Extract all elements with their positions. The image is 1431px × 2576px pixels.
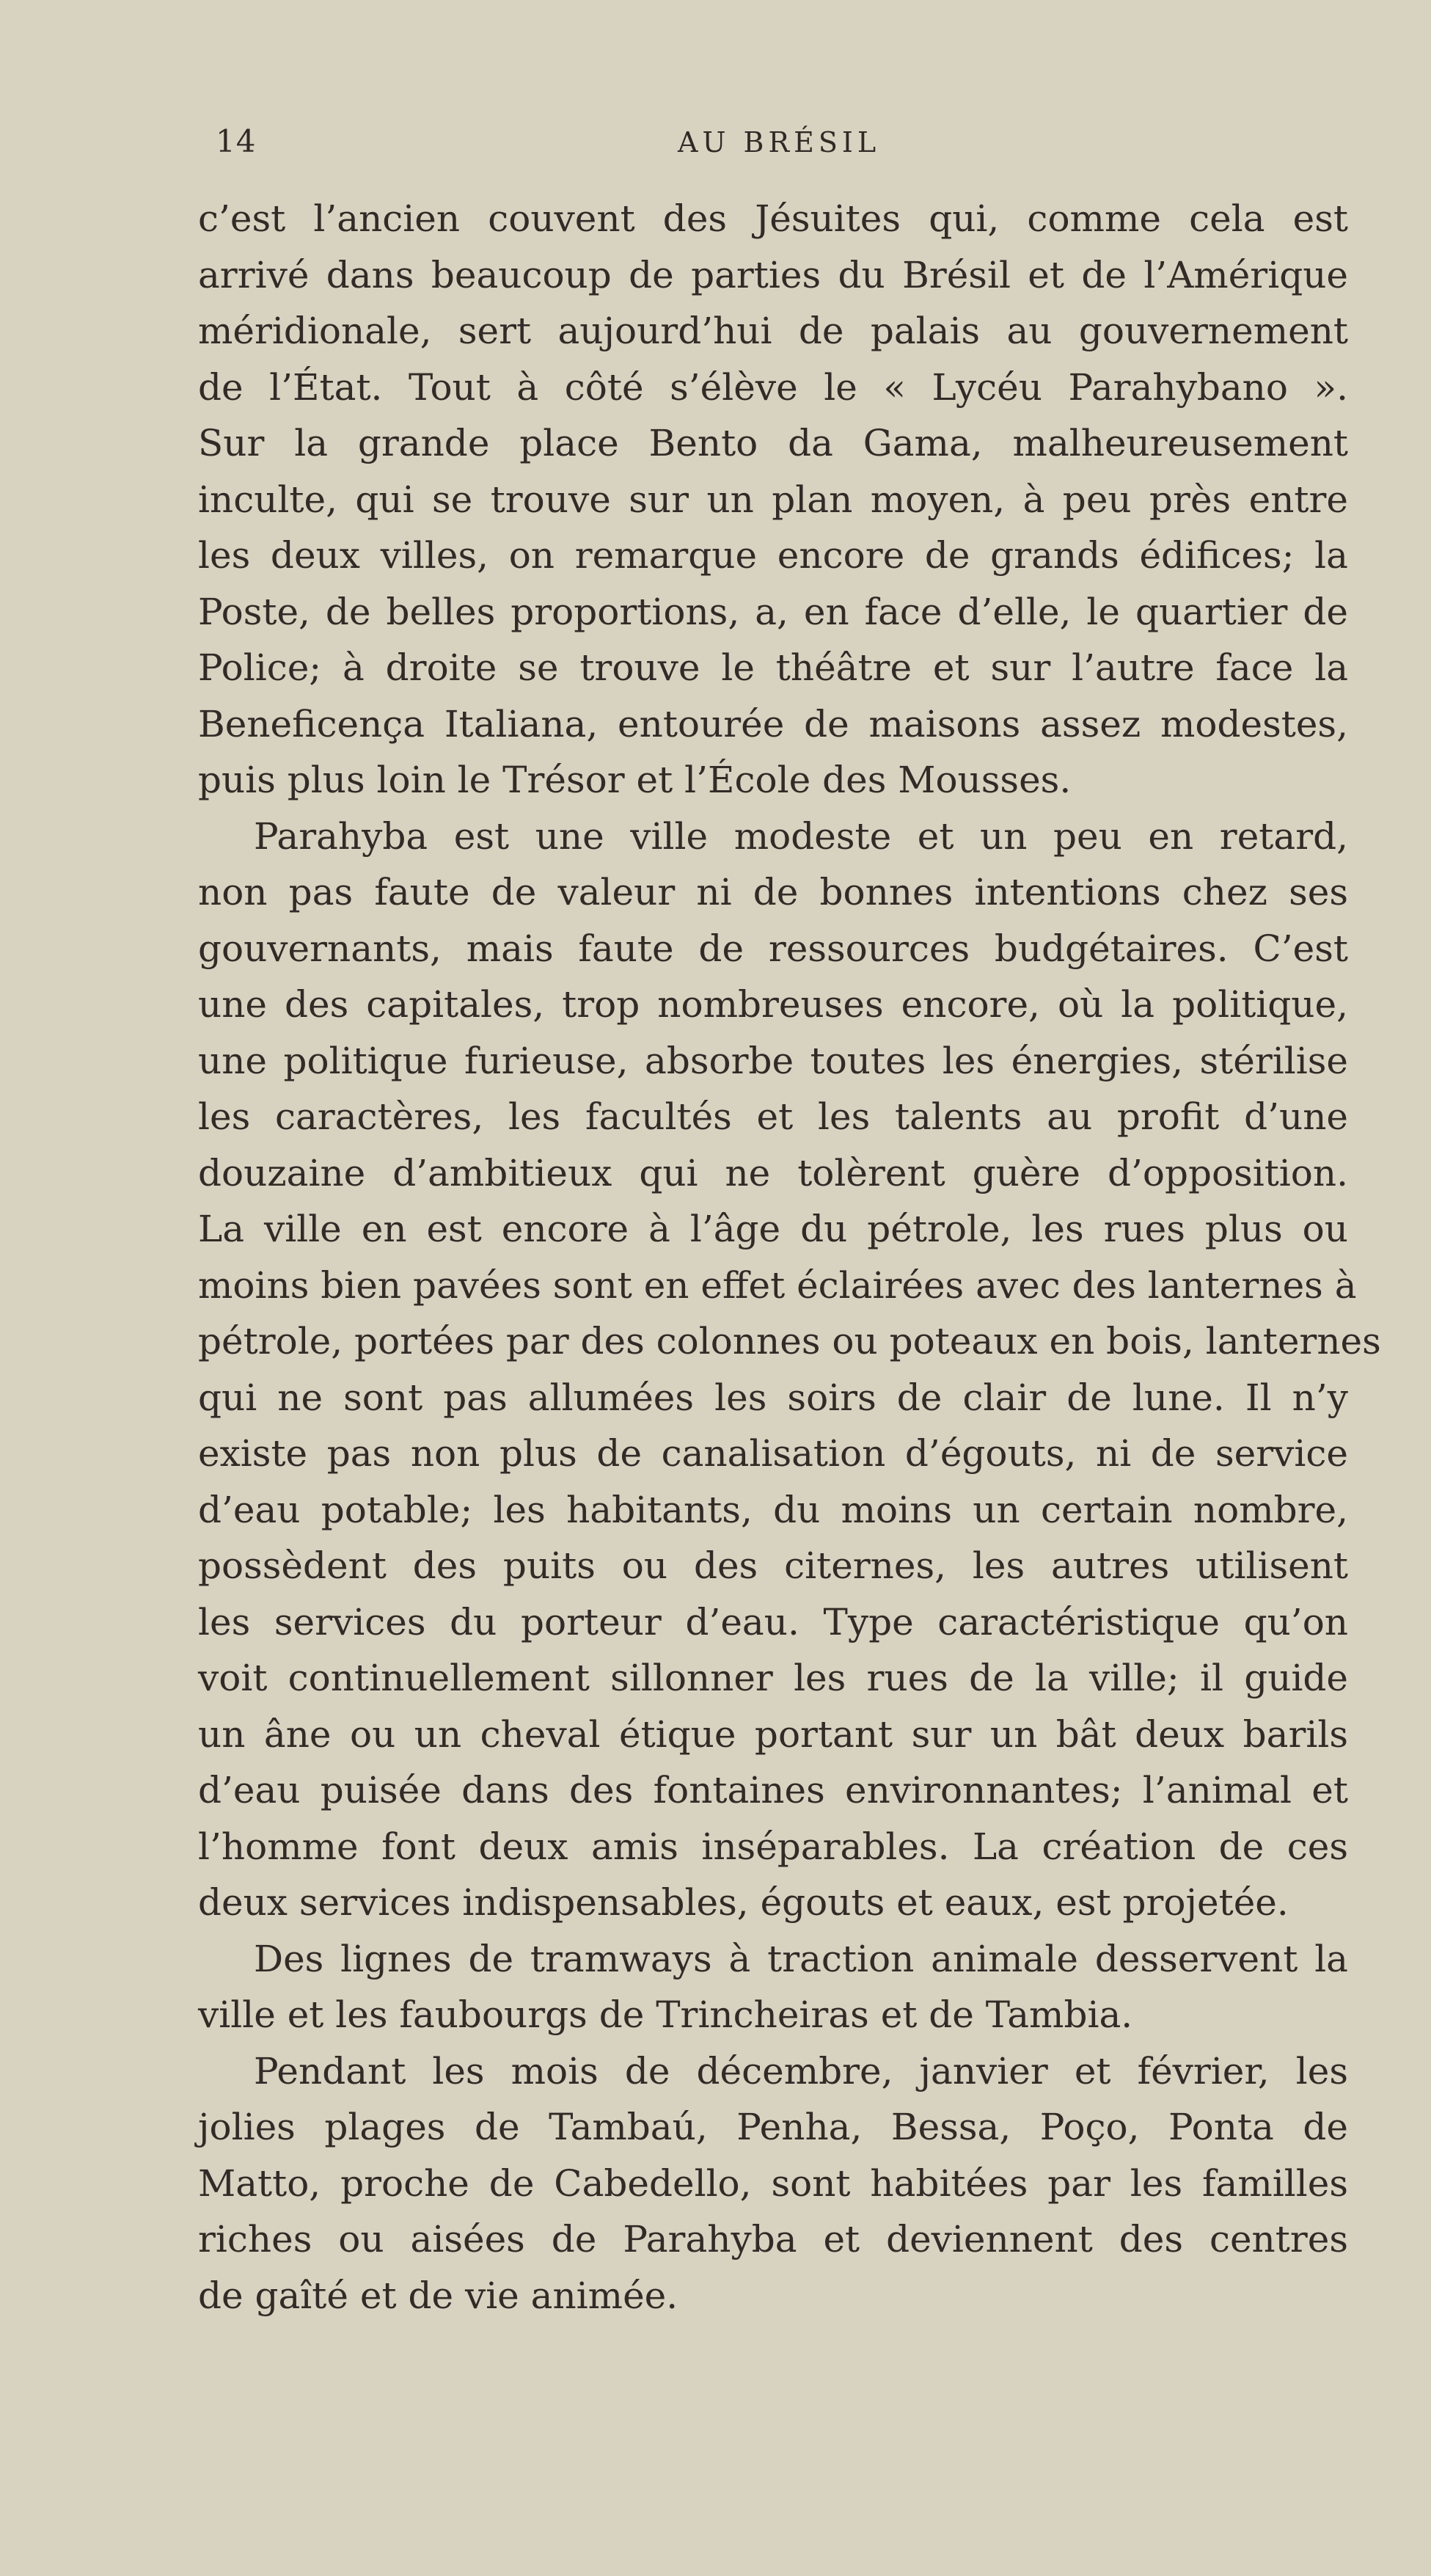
text-line: Beneficença Italiana, entourée de maisons assez modestes, [198,702,1348,745]
text-line: La ville en est encore à l’âge du pétrole, les rues plus ou [198,1208,1348,1250]
text-line: Police; à droite se trouve le théâtre et sur l’autre face la [198,646,1348,689]
text-line: qui ne sont pas allumées les soirs de clair de lune. Il n’y [198,1376,1348,1419]
text-line: gouvernants, mais faute de ressources budgétaires. C’est [198,927,1348,970]
text-line: jolies plages de Tambaú, Penha, Bessa, Poço, Ponta de [198,2106,1348,2148]
running-header [0,123,1431,167]
text-line: une politique furieuse, absorbe toutes les énergies, stérilise [198,1039,1348,1082]
body-text [198,191,1381,2324]
paragraph-end-line: deux services indispensables, égouts et eaux, est projetée. [198,1881,1289,1924]
text-line: existe pas non plus de canalisation d’égouts, ni de service [198,1432,1348,1475]
text-line: douzaine d’ambitieux qui ne tolèrent guère d’opposition. [198,1151,1348,1194]
text-line: voit continuellement sillonner les rues de la ville; il guide [198,1657,1348,1699]
paragraph-end-line: ville et les faubourgs de Trincheiras et de Tambia. [198,1993,1133,2036]
text-line: d’eau puisée dans des fontaines environnantes; l’animal et [198,1769,1348,1811]
paragraph-end-line: de gaîté et de vie animée. [198,2274,678,2317]
text-line: les deux villes, on remarque encore de grands édifices; la [198,534,1348,577]
text-line: les caractères, les facultés et les talents au profit d’une [198,1095,1348,1138]
text-line: un âne ou un cheval étique portant sur un bât deux barils [198,1712,1348,1756]
text-line: les services du porteur d’eau. Type caractéristique qu’on [198,1600,1348,1643]
text-line: Poste, de belles proportions, a, en face d’elle, le quartier de [198,590,1348,633]
paragraph-start-line: Parahyba est une ville modeste et un peu en retard, [254,814,1348,858]
text-line: non pas faute de valeur ni de bonnes intentions chez ses [198,871,1348,913]
text-line: de l’État. Tout à côté s’élève le « Lycéu Parahybano ». [198,365,1348,409]
text-line: une des capitales, trop nombreuses encore, où la politique, [198,983,1348,1026]
text-line: méridionale, sert aujourd’hui de palais au gouvernement [198,310,1348,352]
text-line: inculte, qui se trouve sur un plan moyen, à peu près entre [198,478,1348,521]
running-title: AU BRÉSIL [678,126,881,158]
text-line: arrivé dans beaucoup de parties du Brésil et de l’Amérique [198,253,1348,296]
text-line: Matto, proche de Cabedello, sont habitées par les familles [198,2161,1348,2205]
paragraph-start-line: Pendant les mois de décembre, janvier et février, les [254,2049,1348,2092]
text-line: d’eau potable; les habitants, du moins un certain nombre, [198,1488,1348,1531]
text-line: c’est l’ancien couvent des Jésuites qui, comme cela est [198,197,1348,240]
paragraph-start-line: Des lignes de tramways à traction animale desservent la [254,1937,1348,1980]
text-line: pétrole, portées par des colonnes ou poteaux en bois, lanternes [198,1320,1381,1362]
text-line: riches ou aisées de Parahyba et deviennent des centres [198,2218,1348,2261]
text-line: Sur la grande place Bento da Gama, malheureusement [198,422,1348,464]
text-line: moins bien pavées sont en effet éclairées avec des lanternes à [198,1263,1357,1307]
text-line: l’homme font deux amis inséparables. La création de ces [198,1825,1348,1868]
text-line: possèdent des puits ou des citernes, les autres utilisent [198,1544,1348,1587]
paragraph-end-line: puis plus loin le Trésor et l’École des Mousses. [198,759,1072,801]
page-number: 14 [216,123,257,159]
